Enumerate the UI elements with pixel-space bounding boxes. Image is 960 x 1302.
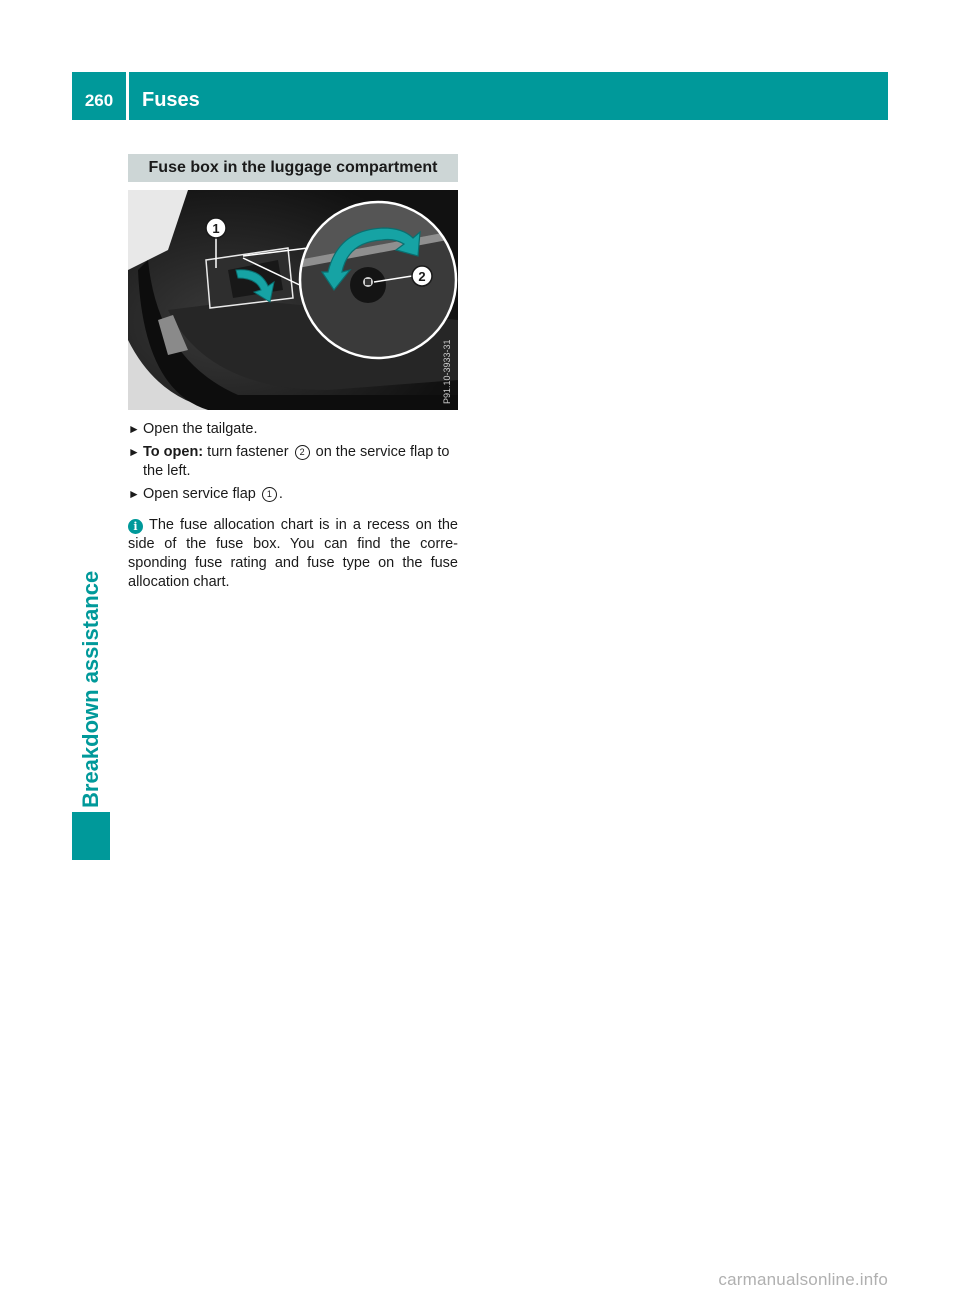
callout-1-label: 1 bbox=[212, 221, 220, 236]
callout-2-label: 2 bbox=[418, 269, 426, 284]
step-2 bbox=[128, 443, 458, 481]
info-text: The fuse allocation chart is in a recess on the side of the fuse box. You can find the corre-sponding fuse rating and fuse type on the fuse allocation chart. bbox=[128, 517, 458, 590]
side-tab-text: Breakdown assistance bbox=[78, 570, 103, 808]
step-3 bbox=[128, 485, 458, 504]
step-2-text-a: turn fastener bbox=[203, 444, 293, 460]
info-note bbox=[128, 516, 458, 592]
step-arrow-icon: ► bbox=[128, 487, 140, 501]
step-1-text: Open the tailgate. bbox=[143, 421, 258, 437]
header-bar bbox=[72, 72, 888, 120]
chapter-title: Fuses bbox=[142, 89, 200, 111]
page-number: 260 bbox=[84, 91, 114, 110]
step-2-ref: 2 bbox=[295, 445, 310, 460]
info-icon: i bbox=[128, 519, 143, 534]
step-3-text-a: Open service flap bbox=[143, 486, 260, 502]
instructions bbox=[128, 420, 458, 592]
fuse-box-photo bbox=[128, 190, 458, 410]
figure-code: P91.10-3933-31 bbox=[442, 339, 452, 404]
fuse-box-illustration bbox=[128, 190, 458, 410]
step-arrow-icon: ► bbox=[128, 445, 140, 459]
section-heading: Fuse box in the luggage compartment bbox=[128, 154, 458, 182]
header-divider bbox=[126, 72, 129, 120]
step-3-text-b: . bbox=[278, 486, 283, 502]
watermark: carmanualsonline.info bbox=[718, 1270, 888, 1289]
step-arrow-icon: ► bbox=[128, 422, 140, 436]
step-3-ref: 1 bbox=[262, 487, 277, 502]
step-2-bold: To open: bbox=[143, 444, 204, 460]
step-2-text-b: on the service flap to the left. bbox=[143, 444, 450, 479]
side-tab-label bbox=[72, 570, 110, 1068]
step-1 bbox=[128, 420, 458, 439]
